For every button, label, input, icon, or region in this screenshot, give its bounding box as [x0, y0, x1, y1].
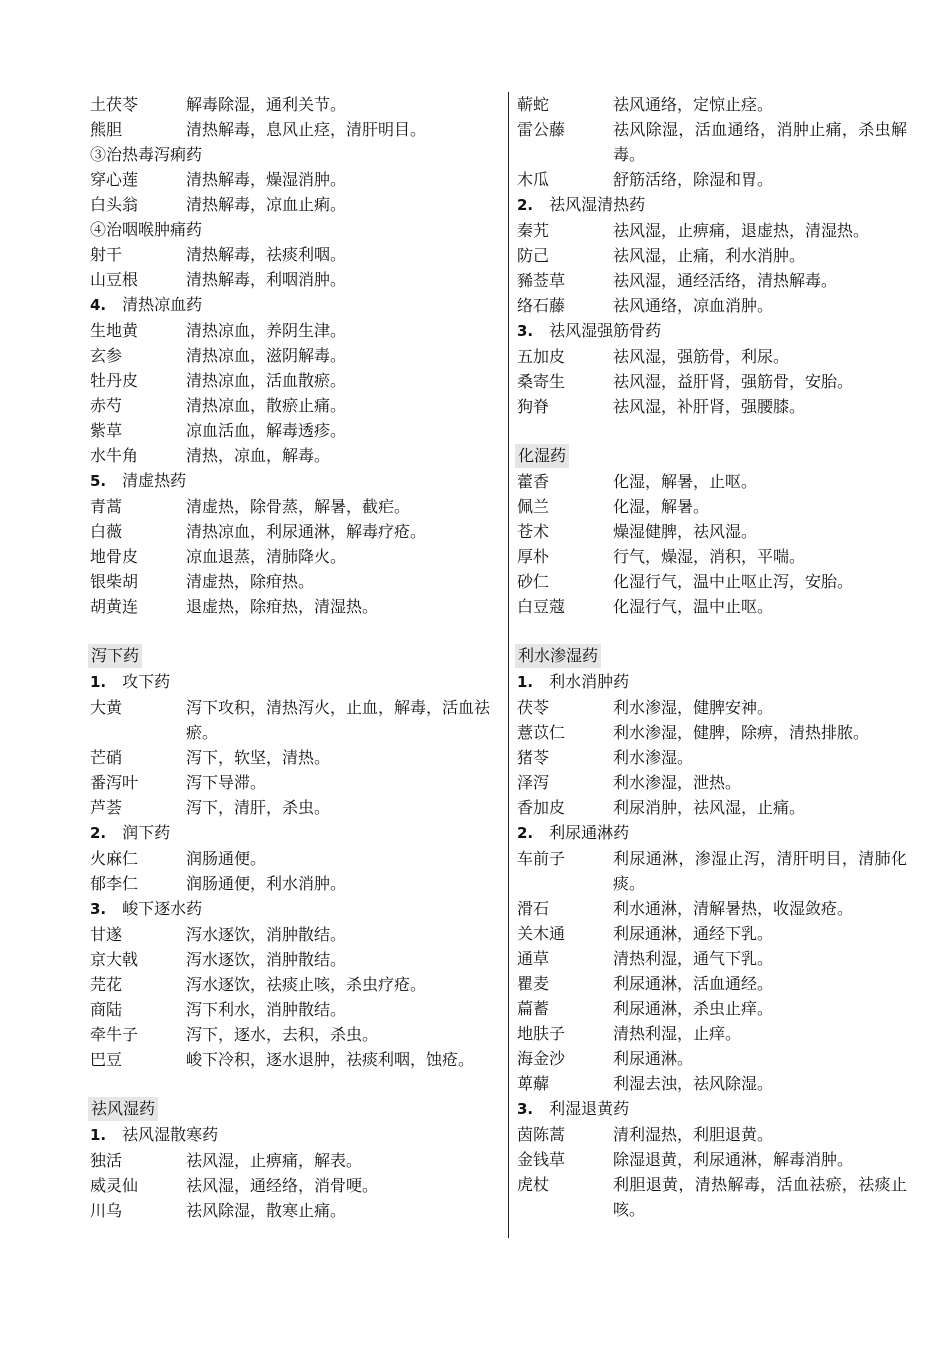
herb-entry [517, 720, 907, 745]
subsection-number: 3. [517, 322, 534, 340]
subsection-label: 祛风湿强筋骨药 [549, 321, 662, 340]
section-heading-row [517, 644, 907, 669]
herb-effects: 祛风湿，止痛，利水消肿。 [613, 246, 806, 265]
herb-effects: 润肠通便，利水消肿。 [186, 874, 347, 893]
herb-effects: 凉血退蒸，清肺降火。 [186, 547, 347, 566]
herb-entry [90, 242, 490, 267]
herb-entry [517, 243, 907, 268]
herb-entry [517, 946, 907, 971]
herb-entry [517, 569, 907, 594]
herb-entry [517, 846, 907, 896]
herb-entry [517, 1147, 907, 1172]
herb-effects: 祛风通络，定惊止痉。 [613, 95, 774, 114]
herb-entry [517, 695, 907, 720]
section-gap [90, 1072, 490, 1097]
herb-effects: 清热解毒，燥湿消肿。 [186, 170, 347, 189]
herb-effects: 凉血活血，解毒透疹。 [186, 421, 347, 440]
herb-name: 穿心莲 [90, 170, 139, 189]
herb-entry [90, 192, 490, 217]
herb-effects: 清热利湿，通气下乳。 [613, 949, 774, 968]
herb-entry [517, 117, 907, 167]
herb-name: 商陆 [90, 1000, 123, 1019]
herb-entry [517, 167, 907, 192]
subsection-label: 祛风湿散寒药 [122, 1125, 219, 1144]
herb-name: 独活 [90, 1151, 123, 1170]
herb-entry [90, 846, 490, 871]
section-gap [517, 619, 907, 644]
subsection-title [90, 896, 490, 922]
subsection-label: 峻下逐水药 [122, 899, 203, 918]
herb-effects: 祛风通络，凉血消肿。 [613, 296, 774, 315]
herb-entry [517, 268, 907, 293]
herb-entry [90, 1022, 490, 1047]
herb-name: 巴豆 [90, 1050, 123, 1069]
herb-effects: 泻水逐饮，消肿散结。 [186, 950, 347, 969]
subsection-label: 润下药 [122, 823, 171, 842]
herb-effects: 清利湿热，利胆退黄。 [613, 1125, 774, 1144]
subsection-number: 2. [90, 824, 107, 842]
herb-entry [517, 369, 907, 394]
subsection-title [517, 192, 907, 218]
herb-name: 地骨皮 [90, 547, 139, 566]
herb-name: 茯苓 [517, 698, 550, 717]
herb-name: 水牛角 [90, 446, 139, 465]
subsection-title [90, 292, 490, 318]
herb-name: 芦荟 [90, 798, 123, 817]
herb-name: 银柴胡 [90, 572, 139, 591]
herb-name: 萆薢 [517, 1074, 550, 1093]
herb-name: 滑石 [517, 899, 550, 918]
herb-name: 佩兰 [517, 497, 550, 516]
herb-name: 五加皮 [517, 347, 566, 366]
herb-effects: 利尿通淋。 [613, 1049, 694, 1068]
herb-name: 芒硝 [90, 748, 123, 767]
herb-name: 络石藤 [517, 296, 566, 315]
subsection-number: 4. [90, 296, 107, 314]
herb-effects: 泻下利水，消肿散结。 [186, 1000, 347, 1019]
herb-entry [517, 344, 907, 369]
herb-entry [90, 871, 490, 896]
right-column [517, 92, 907, 1222]
herb-name: 猪苓 [517, 748, 550, 767]
herb-entry [517, 92, 907, 117]
herb-effects: 清热解毒，祛痰利咽。 [186, 245, 347, 264]
herb-effects: 利水渗湿，健脾安神。 [613, 698, 774, 717]
left-column [90, 92, 490, 1223]
subsection-title [90, 1122, 490, 1148]
section-heading: 祛风湿药 [88, 1097, 158, 1121]
herb-effects: 利尿消肿，祛风湿，止痛。 [613, 798, 806, 817]
herb-entry [517, 544, 907, 569]
herb-effects: 清热利湿，止痒。 [613, 1024, 742, 1043]
herb-name: 火麻仁 [90, 849, 139, 868]
herb-effects: 清虚热，除疳热。 [186, 572, 315, 591]
herb-name: 关木通 [517, 924, 566, 943]
herb-effects: 化湿，解暑，止呕。 [613, 472, 758, 491]
herb-name: 白豆蔻 [517, 597, 566, 616]
subsection-label: 清热凉血药 [122, 295, 203, 314]
herb-effects: 化湿，解暑。 [613, 497, 710, 516]
herb-name: 牡丹皮 [90, 371, 139, 390]
herb-name: 土茯苓 [90, 95, 139, 114]
herb-name: 白头翁 [90, 195, 139, 214]
herb-entry [90, 594, 490, 619]
herb-effects: 化湿行气，温中止呕止泻，安胎。 [613, 572, 854, 591]
herb-entry [90, 795, 490, 820]
column-divider [508, 92, 509, 1238]
herb-name: 瞿麦 [517, 974, 550, 993]
herb-entry [517, 996, 907, 1021]
herb-effects: 除湿退黄，利尿通淋，解毒消肿。 [613, 1150, 854, 1169]
herb-entry [517, 971, 907, 996]
herb-effects: 祛风湿，通经活络，清热解毒。 [613, 271, 838, 290]
section-heading: 泻下药 [88, 644, 142, 668]
herb-effects: 祛风湿，强筋骨，利尿。 [613, 347, 790, 366]
herb-entry [90, 167, 490, 192]
herb-effects: 泻水逐饮，祛痰止咳，杀虫疗疮。 [186, 975, 427, 994]
section-heading-row [517, 444, 907, 469]
herb-entry [517, 1071, 907, 1096]
herb-effects: 利水渗湿，泄热。 [613, 773, 742, 792]
herb-entry [90, 1148, 490, 1173]
herb-name: 威灵仙 [90, 1176, 139, 1195]
subsection-label: 利水消肿药 [549, 672, 630, 691]
herb-name: 郁李仁 [90, 874, 139, 893]
herb-effects: 祛风湿，益肝肾，强筋骨，安胎。 [613, 372, 854, 391]
herb-name: 萹蓄 [517, 999, 550, 1018]
herb-effects: 化湿行气，温中止呕。 [613, 597, 774, 616]
subsection-title [90, 669, 490, 695]
herb-effects: 清热凉血，散瘀止痛。 [186, 396, 347, 415]
herb-effects: 解毒除湿，通利关节。 [186, 95, 347, 114]
herb-name: 藿香 [517, 472, 550, 491]
herb-name: 秦艽 [517, 221, 550, 240]
herb-entry [517, 770, 907, 795]
herb-name: 地肤子 [517, 1024, 566, 1043]
herb-name: 雷公藤 [517, 120, 566, 139]
subsection-label: ④治咽喉肿痛药 [90, 220, 203, 239]
subsection-title [90, 217, 490, 242]
herb-name: 虎杖 [517, 1175, 550, 1194]
herb-effects: 利尿通淋，杀虫止痒。 [613, 999, 774, 1018]
herb-entry [90, 393, 490, 418]
herb-effects: 清热解毒，利咽消肿。 [186, 270, 347, 289]
herb-effects: 清虚热，除骨蒸，解暑，截疟。 [186, 497, 411, 516]
herb-name: 紫草 [90, 421, 123, 440]
herb-entry [517, 394, 907, 419]
herb-entry [90, 922, 490, 947]
herb-name: 大黄 [90, 698, 123, 717]
herb-effects: 利胆退黄，清热解毒，活血祛瘀，祛痰止咳。 [613, 1175, 907, 1219]
herb-entry [517, 1046, 907, 1071]
herb-entry [90, 972, 490, 997]
herb-effects: 利尿通淋，活血通经。 [613, 974, 774, 993]
subsection-label: 利湿退黄药 [549, 1099, 630, 1118]
herb-entry [517, 519, 907, 544]
herb-effects: 舒筋活络，除湿和胃。 [613, 170, 774, 189]
herb-effects: 利尿通淋，渗湿止泻，清肝明目，清肺化痰。 [613, 849, 907, 893]
herb-name: 狗脊 [517, 397, 550, 416]
subsection-label: 清虚热药 [122, 471, 187, 490]
section-gap [517, 419, 907, 444]
herb-effects: 祛风湿，止痹痛，解表。 [186, 1151, 363, 1170]
herb-name: 白薇 [90, 522, 123, 541]
herb-effects: 清热凉血，滋阴解毒。 [186, 346, 347, 365]
herb-entry [90, 569, 490, 594]
herb-name: 金钱草 [517, 1150, 566, 1169]
herb-entry [517, 921, 907, 946]
section-gap [90, 619, 490, 644]
herb-effects: 祛风除湿，活血通络，消肿止痛，杀虫解毒。 [613, 120, 907, 164]
subsection-title [517, 1096, 907, 1122]
subsection-number: 1. [517, 673, 534, 691]
herb-entry [90, 418, 490, 443]
herb-entry [517, 494, 907, 519]
herb-name: 泽泻 [517, 773, 550, 792]
herb-name: 茵陈蒿 [517, 1125, 566, 1144]
herb-entry [90, 1198, 490, 1223]
herb-entry [90, 1047, 490, 1072]
herb-entry [517, 795, 907, 820]
herb-effects: 利水渗湿。 [613, 748, 694, 767]
herb-effects: 清热凉血，养阴生津。 [186, 321, 347, 340]
herb-name: 川乌 [90, 1201, 123, 1220]
subsection-title [517, 318, 907, 344]
subsection-title [517, 820, 907, 846]
herb-effects: 行气，燥湿，消积，平喘。 [613, 547, 806, 566]
herb-entry [90, 443, 490, 468]
subsection-label: 攻下药 [122, 672, 171, 691]
herb-name: 牵牛子 [90, 1025, 139, 1044]
herb-name: 薏苡仁 [517, 723, 566, 742]
herb-entry [90, 92, 490, 117]
herb-effects: 清热解毒，凉血止痢。 [186, 195, 347, 214]
subsection-number: 1. [90, 1126, 107, 1144]
herb-name: 京大戟 [90, 950, 139, 969]
herb-entry [90, 318, 490, 343]
herb-effects: 泻水逐饮，消肿散结。 [186, 925, 347, 944]
herb-name: 赤芍 [90, 396, 123, 415]
herb-name: 射干 [90, 245, 123, 264]
herb-name: 香加皮 [517, 798, 566, 817]
herb-entry [517, 1122, 907, 1147]
section-heading: 化湿药 [515, 444, 569, 468]
herb-name: 青蒿 [90, 497, 123, 516]
herb-name: 车前子 [517, 849, 566, 868]
herb-effects: 清热，凉血，解毒。 [186, 446, 331, 465]
herb-name: 防己 [517, 246, 550, 265]
herb-effects: 泻下，逐水，去积，杀虫。 [186, 1025, 379, 1044]
herb-name: 通草 [517, 949, 550, 968]
herb-entry [517, 469, 907, 494]
subsection-number: 1. [90, 673, 107, 691]
section-heading: 利水渗湿药 [515, 644, 601, 668]
herb-effects: 祛风湿，补肝肾，强腰膝。 [613, 397, 806, 416]
herb-effects: 泻下，清肝，杀虫。 [186, 798, 331, 817]
herb-entry [90, 695, 490, 745]
herb-entry [90, 494, 490, 519]
herb-entry [517, 745, 907, 770]
herb-effects: 利水通淋，清解暑热，收湿敛疮。 [613, 899, 854, 918]
section-heading-row [90, 1097, 490, 1122]
subsection-number: 5. [90, 472, 107, 490]
herb-name: 砂仁 [517, 572, 550, 591]
herb-name: 甘遂 [90, 925, 123, 944]
herb-entry [517, 293, 907, 318]
herb-effects: 泻下，软坚，清热。 [186, 748, 331, 767]
herb-effects: 泻下导滞。 [186, 773, 267, 792]
herb-entry [90, 745, 490, 770]
herb-effects: 祛风除湿，散寒止痛。 [186, 1201, 347, 1220]
herb-name: 玄参 [90, 346, 123, 365]
subsection-number: 3. [90, 900, 107, 918]
herb-name: 蕲蛇 [517, 95, 550, 114]
herb-effects: 祛风湿，通经络，消骨哽。 [186, 1176, 379, 1195]
subsection-title [517, 669, 907, 695]
herb-name: 生地黄 [90, 321, 139, 340]
herb-effects: 峻下冷积，逐水退肿，祛痰利咽，蚀疮。 [186, 1050, 475, 1069]
subsection-title [90, 820, 490, 846]
subsection-title [90, 468, 490, 494]
herb-name: 番泻叶 [90, 773, 139, 792]
herb-effects: 退虚热，除疳热，清湿热。 [186, 597, 379, 616]
herb-name: 木瓜 [517, 170, 550, 189]
herb-entry [517, 594, 907, 619]
herb-effects: 清热凉血，活血散瘀。 [186, 371, 347, 390]
herb-entry [90, 117, 490, 142]
herb-entry [90, 343, 490, 368]
herb-entry [517, 218, 907, 243]
subsection-number: 3. [517, 1100, 534, 1118]
herb-effects: 润肠通便。 [186, 849, 267, 868]
subsection-number: 2. [517, 196, 534, 214]
herb-entry [90, 770, 490, 795]
herb-entry [90, 947, 490, 972]
subsection-number: 2. [517, 824, 534, 842]
herb-entry [517, 896, 907, 921]
herb-entry [90, 267, 490, 292]
herb-name: 海金沙 [517, 1049, 566, 1068]
herb-effects: 祛风湿，止痹痛，退虚热，清湿热。 [613, 221, 870, 240]
herb-entry [517, 1021, 907, 1046]
herb-name: 熊胆 [90, 120, 123, 139]
herb-entry [90, 368, 490, 393]
herb-name: 桑寄生 [517, 372, 566, 391]
herb-effects: 燥湿健脾，祛风湿。 [613, 522, 758, 541]
subsection-label: 利尿通淋药 [549, 823, 630, 842]
herb-effects: 清热解毒，息风止痉，清肝明目。 [186, 120, 427, 139]
herb-entry [90, 997, 490, 1022]
herb-effects: 泻下攻积，清热泻火，止血，解毒，活血祛瘀。 [186, 698, 491, 742]
herb-name: 芫花 [90, 975, 123, 994]
herb-name: 山豆根 [90, 270, 139, 289]
herb-effects: 利湿去浊，祛风除湿。 [613, 1074, 774, 1093]
herb-name: 厚朴 [517, 547, 550, 566]
herb-name: 苍术 [517, 522, 550, 541]
herb-entry [90, 519, 490, 544]
herb-name: 胡黄连 [90, 597, 139, 616]
herb-name: 豨莶草 [517, 271, 566, 290]
subsection-label: 祛风湿清热药 [549, 195, 646, 214]
herb-effects: 清热凉血，利尿通淋，解毒疗疮。 [186, 522, 427, 541]
herb-entry [90, 1173, 490, 1198]
section-heading-row [90, 644, 490, 669]
herb-effects: 利尿通淋，通经下乳。 [613, 924, 774, 943]
herb-effects: 利水渗湿，健脾，除痹，清热排脓。 [613, 723, 870, 742]
herb-entry [517, 1172, 907, 1222]
subsection-title [90, 142, 490, 167]
herb-entry [90, 544, 490, 569]
subsection-label: ③治热毒泻痢药 [90, 145, 203, 164]
